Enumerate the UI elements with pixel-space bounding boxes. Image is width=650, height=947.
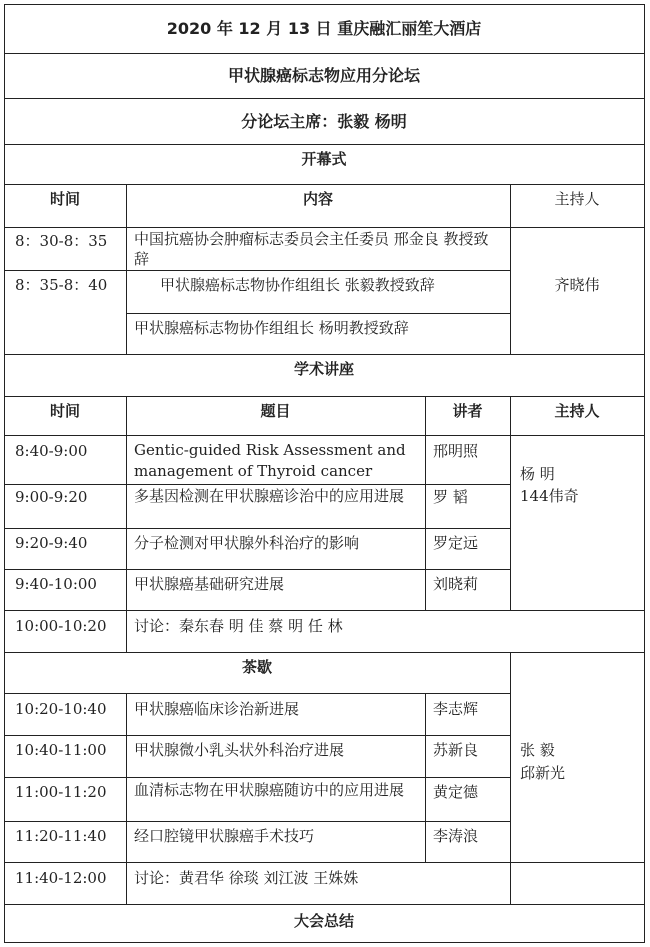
closing-title: 大会总结 [293, 912, 354, 930]
discussion-text: 讨论：秦东春 明 佳 蔡 明 任 林 [134, 617, 343, 635]
col-header-topic: 题目 [260, 402, 291, 420]
col-header-host: 主持人 [554, 402, 600, 420]
rule [4, 270, 510, 271]
rule [126, 313, 510, 314]
lecture-time: 9:40-10:00 [15, 575, 97, 593]
discussion-time: 11:40-12:00 [15, 869, 107, 887]
rule [4, 144, 644, 145]
section-title-lectures: 学术讲座 [293, 360, 354, 378]
col-header-speaker: 讲者 [452, 402, 483, 420]
lecture-host-1: 杨 明 [520, 465, 555, 483]
lecture-time: 8:40-9:00 [15, 442, 88, 460]
rule [4, 528, 510, 529]
rule [644, 4, 645, 943]
opening-host: 齐晓伟 [554, 276, 600, 294]
opening-row-content: 中国抗癌协会肿瘤标志委员会主任委员 邢金良 教授致辞 [134, 230, 489, 268]
lecture-topic: 分子检测对甲状腺外科治疗的影响 [134, 534, 360, 552]
rule [4, 652, 644, 653]
section-title-opening: 开幕式 [301, 150, 347, 168]
session2-speaker: 李涛浪 [433, 827, 479, 845]
session2-host-1: 张 毅 [520, 741, 555, 759]
rule [4, 4, 644, 5]
rule [126, 693, 127, 904]
lecture-host-2: 144伟奇 [520, 487, 579, 505]
rule [425, 693, 426, 862]
col-header-host: 主持人 [554, 190, 600, 208]
discussion-time: 10:00-10:20 [15, 617, 107, 635]
rule [510, 396, 511, 610]
opening-row-time: 8：35-8：40 [15, 276, 108, 294]
rule [4, 484, 510, 485]
date-venue: 2020 年 12 月 13 日 重庆融汇丽笙大酒店 [166, 19, 482, 38]
rule [4, 354, 644, 355]
rule [4, 4, 5, 943]
session2-topic: 甲状腺微小乳头状外科治疗进展 [134, 741, 345, 759]
forum-chairs: 分论坛主席：张毅 杨明 [241, 112, 407, 131]
forum-title: 甲状腺癌标志物应用分论坛 [227, 66, 420, 85]
lecture-speaker: 邢明照 [433, 442, 479, 460]
opening-row-time: 8：30-8：35 [15, 232, 108, 250]
opening-row-content: 甲状腺癌标志物协作组组长 杨明教授致辞 [134, 319, 409, 337]
rule [4, 184, 644, 185]
rule [4, 53, 644, 54]
lecture-speaker: 刘晓莉 [433, 575, 479, 593]
session2-time: 10:40-11:00 [15, 741, 107, 759]
rule [510, 652, 511, 904]
lecture-topic: 多基因检测在甲状腺癌诊治中的应用进展 [134, 487, 405, 505]
session2-time: 10:20-10:40 [15, 700, 107, 718]
rule [4, 98, 644, 99]
rule [4, 693, 510, 694]
lecture-speaker: 罗 韬 [433, 488, 468, 506]
session2-host-2: 邱新光 [520, 764, 566, 782]
col-header-time: 时间 [49, 402, 80, 420]
rule [126, 396, 127, 652]
session2-time: 11:20-11:40 [15, 827, 107, 845]
rule [4, 396, 644, 397]
rule [4, 735, 510, 736]
session2-topic: 血清标志物在甲状腺癌随访中的应用进展 [134, 781, 405, 799]
rule [4, 610, 644, 611]
col-header-time: 时间 [49, 190, 80, 208]
rule [4, 435, 644, 436]
rule [4, 862, 644, 863]
lecture-speaker: 罗定远 [433, 534, 479, 552]
session2-topic: 甲状腺癌临床诊治新进展 [134, 700, 300, 718]
lecture-topic: 甲状腺癌基础研究进展 [134, 575, 285, 593]
opening-row-content: 甲状腺癌标志物协作组组长 张毅教授致辞 [160, 276, 435, 294]
lecture-time: 9:20-9:40 [15, 534, 88, 552]
lecture-time: 9:00-9:20 [15, 488, 88, 506]
rule [4, 942, 644, 943]
rule [4, 569, 510, 570]
lecture-topic: Gentic-guided Risk Assessment and management of Thyroid cancer [134, 441, 406, 480]
rule [4, 777, 510, 778]
rule [425, 396, 426, 610]
rule [4, 821, 510, 822]
rule [4, 227, 644, 228]
session2-speaker: 李志辉 [433, 700, 479, 718]
session2-speaker: 苏新良 [433, 741, 479, 759]
discussion-text: 讨论：黄君华 徐琰 刘江波 王姝姝 [134, 869, 359, 887]
session2-topic: 经口腔镜甲状腺癌手术技巧 [134, 827, 315, 845]
rule [4, 904, 644, 905]
col-header-content: 内容 [302, 190, 333, 208]
session2-speaker: 黄定德 [433, 783, 479, 801]
tea-break: 茶歇 [241, 658, 272, 676]
session2-time: 11:00-11:20 [15, 783, 107, 801]
